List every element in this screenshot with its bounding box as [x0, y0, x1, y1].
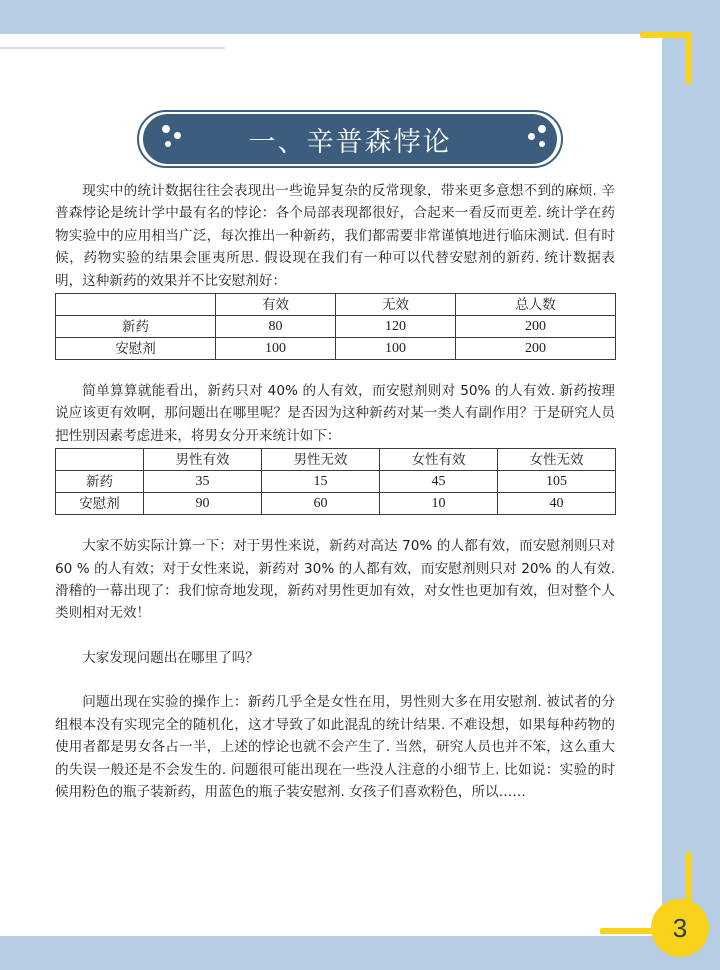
table-header-cell: 女性无效 [498, 449, 616, 471]
table-cell: 100 [216, 338, 336, 360]
table-cell: 60 [262, 493, 380, 515]
table-row-label: 安慰剂 [56, 338, 216, 360]
table-cell: 45 [380, 471, 498, 493]
table-header-cell: 有效 [216, 294, 336, 316]
table-cell: 35 [144, 471, 262, 493]
table-row-label: 新药 [56, 471, 144, 493]
table-row-label: 安慰剂 [56, 493, 144, 515]
table-header-cell [56, 294, 216, 316]
section-title: 一、辛普森悖论 [248, 126, 452, 158]
title-banner [143, 114, 557, 164]
page-number: 3 [672, 912, 688, 943]
article-body [55, 180, 615, 803]
table-cell: 120 [336, 316, 456, 338]
table-cell: 200 [456, 338, 616, 360]
table-cell: 105 [498, 471, 616, 493]
table-cell: 100 [336, 338, 456, 360]
corner-bracket-top-right-vertical [686, 32, 692, 84]
table-header-cell [56, 449, 144, 471]
dots-decoration-left-icon [160, 122, 190, 156]
paragraph-gender-analysis: 大家不妨实际计算一下：对于男性来说，新药对高达 70% 的人都有效，而安慰剂则只对 60 % 的人有效；对于女性来说，新药对 30% 的人都有效，而安慰剂则只对 20% 的人有效. 滑稽的一幕出现了：我们惊奇地发现，新药对男性更加有效，对女性也更加有效，但对整个人类则相对无效！ [55, 538, 615, 622]
paragraph-question: 大家发现问题出在哪里了吗？ [82, 649, 259, 666]
corner-bracket-top-right [640, 32, 692, 38]
table-by-gender [55, 448, 616, 515]
table-row [56, 316, 616, 338]
table-header-cell: 无效 [336, 294, 456, 316]
table-header-cell: 女性有效 [380, 449, 498, 471]
paragraph-answer: 问题出现在实验的操作上：新药几乎全是女性在用，男性则大多在用安慰剂. 被试者的分组根本没有实现完全的随机化，这才导致了如此混乱的统计结果. 不难设想，如果每种药物的使用者都是男女各占一半，上述的悖论也就不会产生了. 当然，研究人员也并不笨，这么重大的失误一般还是不会发生的. 问题很可能出现在一些没人注意的小细节上. 比如说：实验的时候用粉色的瓶子装新药，用蓝色的瓶子装安慰剂. 女孩子们喜欢粉色，所以…… [55, 694, 615, 800]
table-cell: 15 [262, 471, 380, 493]
table-overall [55, 293, 616, 360]
table-header-row [56, 449, 616, 471]
dots-decoration-right-icon [524, 122, 554, 156]
table-header-cell: 男性有效 [144, 449, 262, 471]
table-header-cell: 总人数 [456, 294, 616, 316]
page-number-badge [651, 899, 709, 957]
table-cell: 40 [498, 493, 616, 515]
table-header-row [56, 294, 616, 316]
paragraph-calculation: 简单算算就能看出，新药只对 40% 的人有效，而安慰剂则对 50% 的人有效. 新药按理说应该更有效啊，那问题出在哪里呢？是否因为这种新药对某一类人有副作用？于是研究人员把性别因素考虑进来，将男女分开来统计如下： [55, 383, 615, 444]
table-row [56, 493, 616, 515]
table-cell: 90 [144, 493, 262, 515]
paragraph-intro: 现实中的统计数据往往会表现出一些诡异复杂的反常现象，带来更多意想不到的麻烦. 辛普森悖论是统计学中最有名的悖论：各个局部表现都很好，合起来一看反而更差. 统计学在药物实验中的应用相当广泛，每次推出一种新药，我们都需要非常谨慎地进行临床测试. 但有时候，药物实验的结果会匪夷所思. 假设现在我们有一种可以代替安慰剂的新药. 统计数据表明，这种新药的效果并不比安慰剂好： [55, 183, 615, 289]
table-row [56, 471, 616, 493]
table-cell: 10 [380, 493, 498, 515]
table-header-cell: 男性无效 [262, 449, 380, 471]
table-cell: 80 [216, 316, 336, 338]
top-divider [0, 47, 225, 49]
table-cell: 200 [456, 316, 616, 338]
table-row [56, 338, 616, 360]
table-row-label: 新药 [56, 316, 216, 338]
